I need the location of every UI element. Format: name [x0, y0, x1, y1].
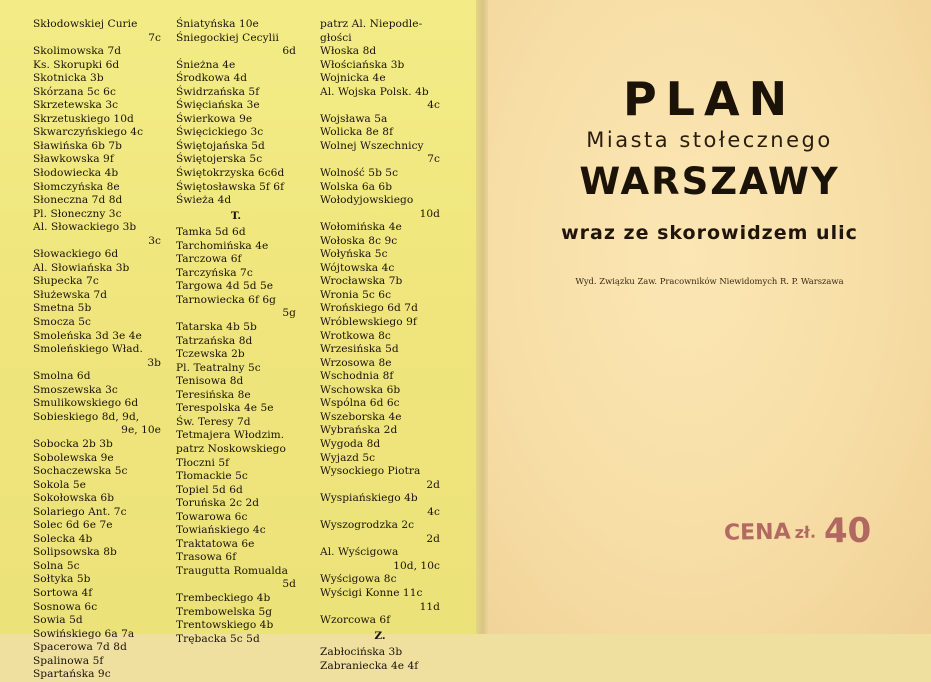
index-entry-text: Wyścigi Konne 11c: [320, 586, 423, 599]
index-entry: [176, 497, 296, 511]
index-entry: [176, 267, 296, 281]
index-entry-text: Sołtyka 5b: [33, 573, 91, 586]
index-entry-text: Słomczyńska 8e: [33, 180, 120, 193]
index-entry-text: Smocza 5c: [33, 316, 92, 329]
index-entry-text: Świętojańska 5d: [176, 139, 265, 152]
index-entry: [320, 126, 440, 140]
index-entry: [33, 587, 161, 601]
index-entry: [320, 18, 440, 32]
index-entry: [176, 457, 296, 471]
index-entry-text: Skórzana 5c 6c: [33, 85, 116, 98]
index-entry-text: Świdrzańska 5f: [176, 85, 260, 98]
index-entry: [320, 235, 440, 249]
index-entry: [320, 546, 440, 573]
index-entry: [320, 275, 440, 289]
index-entry-text: Al. Słowackiego 3b: [33, 221, 137, 234]
index-entry: [320, 424, 440, 438]
index-entry-text: Wrocławska 7b: [320, 275, 403, 288]
index-entry-text: Spalinowa 5f: [33, 654, 104, 667]
index-entry-text: Smulikowskiego 6d: [33, 397, 139, 410]
cover-title-plan: PLAN: [622, 72, 797, 126]
index-entry-text: Topiel 5d 6d: [176, 483, 243, 496]
index-entry-text: Wójtowska 4c: [320, 261, 395, 274]
index-entry-text: Wspólna 6d 6c: [320, 397, 400, 410]
index-entry-text: Pl. Słoneczny 3c: [33, 207, 122, 220]
index-entry-text: głości: [320, 31, 352, 44]
index-entry: [176, 348, 296, 362]
index-entry: [176, 619, 296, 633]
index-entry-text: Smetna 5b: [33, 302, 92, 315]
index-entry-text: Śniatyńska 10e: [176, 18, 259, 30]
index-entry: [320, 397, 440, 411]
cover-index-note: wraz ze skorowidzem ulic: [561, 222, 858, 244]
index-entry: [320, 59, 440, 73]
index-entry-text: Tetmajera Włodzim.: [176, 429, 285, 442]
index-entry: [176, 240, 296, 254]
index-entry: [320, 343, 440, 357]
index-entry: [33, 126, 161, 140]
index-entry: [320, 86, 440, 113]
index-entry: [33, 275, 161, 289]
index-entry: [320, 316, 440, 330]
index-entry-text: Wyjazd 5c: [320, 451, 376, 464]
index-entry-text: Al. Wojska Polsk. 4b: [320, 85, 429, 98]
index-entry-text: Sobieskiego 8d, 9d,: [33, 410, 140, 423]
index-entry-text: Wolska 6a 6b: [320, 180, 393, 193]
index-entry-continuation: 11d: [419, 600, 440, 613]
index-entry: [33, 411, 161, 438]
index-entry: [33, 573, 161, 587]
index-entry: [33, 641, 161, 655]
index-entry: [320, 302, 440, 316]
index-entry: [33, 289, 161, 303]
index-entry-text: Tarczowa 6f: [176, 253, 242, 266]
index-entry-text: Święcickiego 3c: [176, 126, 264, 139]
index-entry: [33, 167, 161, 181]
index-entry-text: Solariego Ant. 7c: [33, 505, 127, 518]
index-entry-text: Solecka 4b: [33, 532, 93, 545]
index-entry-text: Wojnicka 4e: [320, 72, 386, 85]
index-entry-text: Wrońskiego 6d 7d: [320, 302, 418, 315]
index-entry-text: Wyścigowa 8c: [320, 573, 397, 586]
index-entry-text: Sobocka 2b 3b: [33, 437, 113, 450]
index-entry-text: Środkowa 4d: [176, 72, 248, 85]
index-entry-text: Terespolska 4e 5e: [176, 402, 274, 415]
index-entry-text: patrz Noskowskiego: [176, 442, 286, 455]
index-entry-text: Wróblewskiego 9f: [320, 316, 417, 329]
index-entry-text: Teresińska 8e: [176, 388, 251, 401]
index-entry: [176, 59, 296, 73]
index-entry-text: Święciańska 3e: [176, 99, 260, 112]
index-entry: [320, 45, 440, 59]
index-entry: [33, 438, 161, 452]
index-entry: [320, 438, 440, 452]
index-entry: [320, 330, 440, 344]
index-entry-text: Sławkowska 9f: [33, 153, 114, 166]
index-entry-text: Wołoska 8c 9c: [320, 234, 398, 247]
index-column-1: [33, 18, 161, 682]
index-entry-text: Al. Słowiańska 3b: [33, 261, 130, 274]
index-entry-text: Tczewska 2b: [176, 348, 245, 361]
index-entry: [33, 208, 161, 222]
index-entry-text: Trentowskiego 4b: [176, 619, 274, 632]
index-entry-text: Sobolewska 9e: [33, 451, 114, 464]
index-entry-text: Tatrzańska 8d: [176, 334, 253, 347]
index-entry: [320, 587, 440, 614]
index-entry: [33, 221, 161, 248]
index-entry: [176, 538, 296, 552]
index-entry-text: Tatarska 4b 5b: [176, 321, 257, 334]
index-entry: [33, 628, 161, 642]
index-entry: [176, 565, 296, 592]
index-entry-text: Solna 5c: [33, 559, 80, 572]
index-entry: [320, 289, 440, 303]
index-entry-text: Pl. Teatralny 5c: [176, 361, 261, 374]
index-entry: [176, 153, 296, 167]
index-entry-text: Trębacka 5c 5d: [176, 632, 260, 645]
index-entry-text: Toruńska 2c 2d: [176, 497, 260, 510]
index-entry-text: Zabraniecka 4e 4f: [320, 659, 419, 672]
index-entry: [33, 45, 161, 59]
index-entry: [176, 140, 296, 154]
index-entry-text: Śnieżna 4e: [176, 58, 236, 71]
index-entry: [320, 194, 440, 221]
index-entry-continuation: 7c: [427, 153, 440, 166]
cover-page: [488, 0, 931, 634]
index-entry: [176, 335, 296, 349]
index-entry-text: Towarowa 6c: [176, 510, 248, 523]
index-entry: [33, 181, 161, 195]
index-entry: [176, 226, 296, 240]
index-entry: [176, 253, 296, 267]
cover-title-city: WARSZAWY: [579, 160, 840, 203]
cover-subtitle: Miasta stołecznego: [586, 128, 833, 152]
index-entry: [320, 262, 440, 276]
index-entry-text: Sokola 5e: [33, 478, 86, 491]
index-entry: [33, 655, 161, 669]
index-entry-text: Sosnowa 6c: [33, 600, 98, 613]
index-entry-text: Wrotkowa 8c: [320, 329, 391, 342]
index-entry-text: Tłoczni 5f: [176, 456, 230, 469]
index-entry-text: Słodowiecka 4b: [33, 167, 119, 180]
index-entry: [33, 506, 161, 520]
index-entry-text: Słoneczna 7d 8d: [33, 194, 123, 207]
index-entry: [176, 443, 296, 457]
index-entry-continuation: 3b: [147, 356, 161, 369]
index-entry: [176, 294, 296, 321]
index-entry-text: Smolna 6d: [33, 370, 91, 383]
index-entry-text: Traugutta Romualda: [176, 564, 288, 577]
index-entry-text: Wschodnia 8f: [320, 370, 394, 383]
index-entry: [176, 524, 296, 538]
index-column-3: [320, 18, 440, 673]
index-entry: [320, 384, 440, 398]
index-entry-text: Wzorcowa 6f: [320, 614, 391, 627]
index-entry-text: Tarczyńska 7c: [176, 266, 253, 279]
index-entry-text: Świerkowa 9e: [176, 112, 253, 125]
index-entry-continuation: 4c: [427, 505, 440, 518]
index-entry-text: Traktatowa 6e: [176, 537, 255, 550]
index-entry-text: Tenisowa 8d: [176, 375, 244, 388]
index-entry: [176, 32, 296, 59]
index-entry: [320, 181, 440, 195]
index-entry-text: Śniegockiej Cecylii: [176, 31, 279, 44]
index-entry-text: Spartańska 9c: [33, 668, 111, 681]
index-entry: [176, 375, 296, 389]
index-entry-text: Skłodowskiej Curie: [33, 18, 138, 30]
index-entry: [176, 194, 296, 208]
index-entry-text: Słowackiego 6d: [33, 248, 119, 261]
index-entry: [176, 402, 296, 416]
index-entry: [320, 72, 440, 86]
index-entry-text: Spacerowa 7d 8d: [33, 641, 127, 654]
index-entry: [320, 660, 440, 674]
index-entry: [176, 416, 296, 430]
index-entry: [33, 533, 161, 547]
index-entry-text: Tamka 5d 6d: [176, 226, 246, 239]
index-entry-text: Sokołowska 6b: [33, 492, 115, 505]
index-entry-text: Wojsława 5a: [320, 112, 388, 125]
index-entry: [320, 411, 440, 425]
index-entry: [33, 248, 161, 262]
index-entry-text: Targowa 4d 5d 5e: [176, 280, 274, 293]
index-entry-text: Sowia 5d: [33, 614, 83, 627]
index-entry: [176, 126, 296, 140]
index-entry-continuation: 2d: [426, 532, 440, 545]
index-entry-text: Włoska 8d: [320, 45, 377, 58]
index-entry: [33, 370, 161, 384]
index-entry-text: Wybrańska 2d: [320, 424, 398, 437]
index-entry-text: Wolicka 8e 8f: [320, 126, 394, 139]
index-entry: [320, 167, 440, 181]
index-entry: [176, 86, 296, 100]
index-entry: [33, 316, 161, 330]
index-entry: [33, 343, 161, 370]
index-entry: [33, 519, 161, 533]
index-entry-text: Wygoda 8d: [320, 437, 381, 450]
index-entry: [33, 18, 161, 45]
index-entry: [176, 429, 296, 443]
index-entry-text: patrz Al. Niepodle-: [320, 18, 423, 30]
index-entry: [176, 99, 296, 113]
index-entry-text: Wołyńska 5c: [320, 248, 388, 261]
index-entry-continuation: 5g: [282, 307, 296, 320]
index-entry: [33, 153, 161, 167]
index-entry-text: Towiańskiego 4c: [176, 524, 266, 537]
publisher-line: Wyd. Związku Zaw. Pracowników Niewidomych R. P. Warszawa: [575, 276, 844, 286]
index-entry-text: Włościańska 3b: [320, 58, 405, 71]
index-entry-text: Wołodyjowskiego: [320, 194, 414, 207]
index-entry: [320, 370, 440, 384]
index-entry-text: Zabłocińska 3b: [320, 646, 403, 659]
price-unit: zł.: [794, 522, 817, 542]
index-entry: [33, 302, 161, 316]
index-entry-text: Skrzetuskiego 10d: [33, 112, 134, 125]
index-entry: [320, 614, 440, 628]
index-entry-text: Ks. Skorupki 6d: [33, 58, 120, 71]
index-entry-text: Świeża 4d: [176, 194, 232, 207]
index-entry: [33, 546, 161, 560]
index-section-letter: Z.: [374, 629, 386, 642]
index-entry: [320, 452, 440, 466]
index-entry-text: Wszeborska 4e: [320, 410, 402, 423]
index-entry: [33, 72, 161, 86]
index-entry-text: Skwarczyńskiego 4c: [33, 126, 144, 139]
index-entry-text: Tłomackie 5c: [176, 470, 248, 483]
index-entry-text: Wyszogrodzka 2c: [320, 519, 415, 532]
index-entry: [176, 633, 296, 647]
index-entry-text: Tarchomińska 4e: [176, 239, 269, 252]
index-section-letter: T.: [230, 209, 242, 222]
index-entry-text: Smoleńskiego Wład.: [33, 343, 143, 356]
index-entry-text: Trasowa 6f: [176, 551, 237, 564]
index-entry: [33, 384, 161, 398]
index-entry: [33, 668, 161, 682]
index-entry-continuation: 4c: [427, 99, 440, 112]
index-entry-text: Świętosławska 5f 6f: [176, 180, 285, 193]
index-entry: [176, 72, 296, 86]
index-entry-text: Świętojerska 5c: [176, 153, 263, 166]
index-entry-text: Sortowa 4f: [33, 586, 93, 599]
index-entry: [33, 465, 161, 479]
index-entry-continuation: 3c: [148, 234, 161, 247]
index-entry-text: Solec 6d 6e 7e: [33, 519, 113, 532]
index-entry: [176, 389, 296, 403]
index-entry-continuation: 10d, 10c: [393, 559, 440, 572]
index-entry: [176, 511, 296, 525]
index-entry-text: Wołomińska 4e: [320, 221, 402, 234]
index-entry: [33, 262, 161, 276]
index-entry: [33, 140, 161, 154]
index-entry-text: Sowińskiego 6a 7a: [33, 627, 135, 640]
index-entry-continuation: 9e, 10e: [121, 424, 161, 437]
index-entry-text: Służewska 7d: [33, 288, 108, 301]
index-entry-text: Wysockiego Piotra: [320, 465, 421, 478]
index-entry-text: Solipsowska 8b: [33, 546, 117, 559]
index-entry-text: Skotnicka 3b: [33, 72, 104, 85]
index-entry: [176, 18, 296, 32]
index-entry-text: Skolimowska 7d: [33, 45, 122, 58]
index-column-2: [176, 18, 296, 646]
index-entry: [176, 167, 296, 181]
index-entry-text: Wronia 5c 6c: [320, 288, 392, 301]
index-entry-text: Sławińska 6b 7b: [33, 139, 122, 152]
index-entry: [33, 86, 161, 100]
index-entry: [33, 113, 161, 127]
index-entry: [176, 484, 296, 498]
price-label: CENA: [723, 519, 791, 546]
index-entry-text: Skrzetewska 3c: [33, 99, 119, 112]
index-entry: [176, 280, 296, 294]
index-entry: [33, 601, 161, 615]
index-entry-text: Wyspiańskiego 4b: [320, 492, 418, 505]
price-stamp: [724, 511, 872, 554]
index-entry: [320, 113, 440, 127]
index-entry: [320, 492, 440, 519]
index-entry: [33, 560, 161, 574]
index-entry-continuation: 7c: [148, 31, 161, 44]
index-entry-continuation: 6d: [282, 45, 296, 58]
index-entry-text: Sochaczewska 5c: [33, 465, 128, 478]
index-entry-continuation: 2d: [426, 478, 440, 491]
price-value: 40: [823, 510, 872, 552]
index-entry: [176, 181, 296, 195]
index-entry: [176, 470, 296, 484]
index-entry: [176, 592, 296, 606]
index-entry-text: Słupecka 7c: [33, 275, 99, 288]
index-entry: [320, 465, 440, 492]
index-entry: [176, 606, 296, 620]
index-entry: [176, 321, 296, 335]
index-entry-continuation: 5d: [282, 578, 296, 591]
index-entry-text: Tarnowiecka 6f 6g: [176, 293, 276, 306]
index-entry: [33, 492, 161, 506]
index-entry-text: Smoszewska 3c: [33, 383, 118, 396]
index-entry-text: Wschowska 6b: [320, 383, 401, 396]
index-entry-text: Trembowelska 5g: [176, 605, 273, 618]
index-entry: [176, 362, 296, 376]
index-entry: [320, 32, 440, 46]
index-entry: [320, 140, 440, 167]
index-entry: [33, 452, 161, 466]
index-entry: [33, 99, 161, 113]
index-entry: [33, 614, 161, 628]
index-entry-text: Wolność 5b 5c: [320, 167, 399, 180]
index-entry-text: Wrzosowa 8e: [320, 356, 392, 369]
index-entry-text: Smoleńska 3d 3e 4e: [33, 329, 142, 342]
index-entry: [33, 59, 161, 73]
index-entry: [176, 113, 296, 127]
index-entry: [33, 479, 161, 493]
index-entry-continuation: 10d: [419, 207, 440, 220]
index-entry: [320, 646, 440, 660]
index-entry-text: Al. Wyścigowa: [320, 546, 399, 559]
index-entry-text: Wolnej Wszechnicy: [320, 139, 424, 152]
index-entry: [33, 397, 161, 411]
index-entry-text: Wrzesińska 5d: [320, 343, 399, 356]
index-entry: [33, 194, 161, 208]
index-entry-text: Świętokrzyska 6c6d: [176, 167, 285, 180]
index-entry: [320, 357, 440, 371]
index-entry: [320, 248, 440, 262]
index-entry: [33, 330, 161, 344]
index-entry: [320, 519, 440, 546]
index-entry-text: Św. Teresy 7d: [176, 415, 251, 428]
index-entry-text: Trembeckiego 4b: [176, 591, 271, 604]
index-entry: [320, 573, 440, 587]
index-entry: [176, 551, 296, 565]
index-entry: [320, 221, 440, 235]
